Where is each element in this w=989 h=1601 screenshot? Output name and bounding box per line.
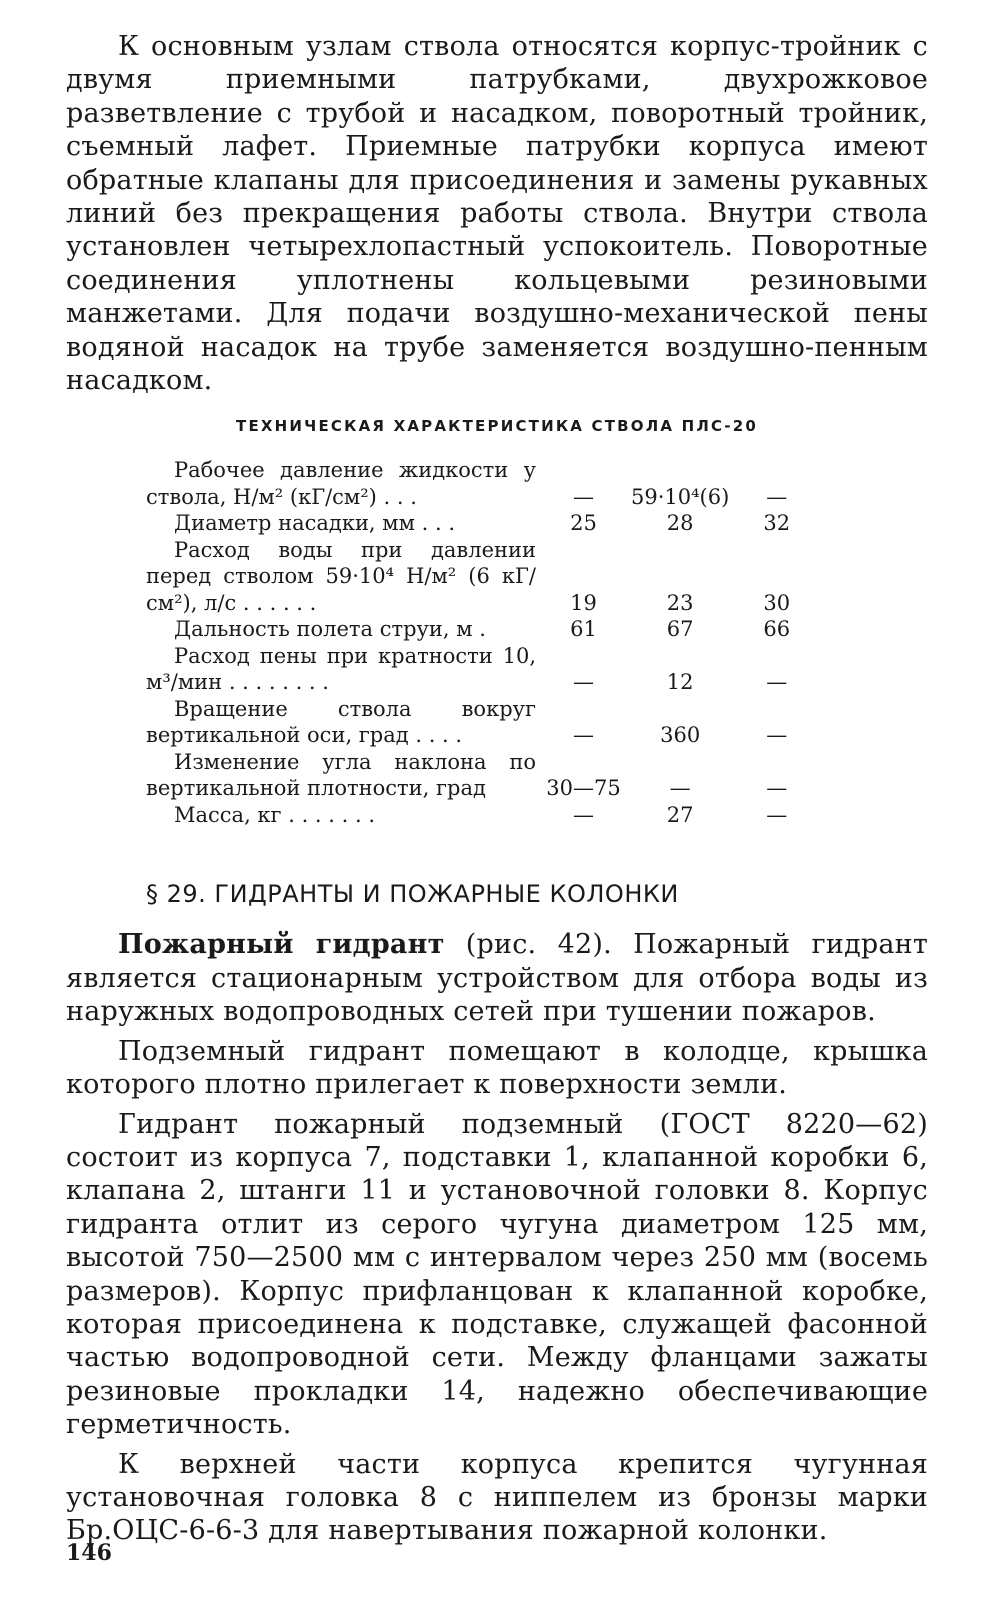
spec-row <box>146 510 824 537</box>
spec-row <box>146 696 824 749</box>
paragraph-hydrant-construction: Гидрант пожарный подземный (ГОСТ 8220—62) состоит из корпуса 7, подставки 1, клапанной коробки 6, клапана 2, штанги 11 и установочной головки 8. Корпус гидранта отлит из серого чугуна диаметром 125 мм, высотой 750—2500 мм с интервалом через 250 мм (восемь размеров). Корпус прифланцован к клапанной коробке, которая присоединена к подставке, служащей фасонной частью водопроводной сети. Между фланцами зажаты резиновые прокладки 14, надежно обеспечивающие герметичность. <box>66 1108 928 1441</box>
spec-value: 66 <box>763 617 791 642</box>
spec-value: 25 <box>570 511 597 536</box>
spec-row <box>146 749 824 802</box>
spec-label: Расход воды при давлении перед стволом 59·10⁴ Н/м² (6 кГ/см²), л/с . . . . . . <box>146 537 536 615</box>
paragraph-hydrant-intro-text: (рис. 42). Пожарный гидрант является стационарным устройством для отбора воды из наружных водопроводных сетей при тушении пожаров. <box>66 929 929 1028</box>
spec-value: 67 <box>666 617 694 642</box>
spec-row <box>146 537 824 617</box>
spec-value: 28 <box>666 511 694 536</box>
spec-value: — <box>766 484 788 509</box>
spec-table <box>146 457 824 828</box>
spec-value: 19 <box>570 590 597 615</box>
spec-row <box>146 457 824 510</box>
spec-label: Дальность полета струи, м . <box>174 617 486 642</box>
spec-row <box>146 802 824 829</box>
section-heading: § 29. ГИДРАНТЫ И ПОЖАРНЫЕ КОЛОНКИ <box>146 880 679 909</box>
spec-label: Изменение угла наклона по вертикальной плотности, град <box>146 749 536 801</box>
spec-label: Расход пены при кратности 10, м³/мин . . . . . . . . <box>146 643 536 695</box>
paragraph-installation-head: К верхней части корпуса крепится чугунная установочная головка 8 с ниппелем из бронзы марки Бр.ОЦС-6-6-3 для навертывания пожарной колонки. <box>66 1448 928 1547</box>
spec-value: — <box>669 776 691 801</box>
spec-value: 32 <box>763 511 791 536</box>
spec-value: — <box>766 802 788 827</box>
spec-value: — <box>573 484 594 509</box>
spec-value: 12 <box>666 670 694 695</box>
spec-label: Диаметр насадки, мм . . . <box>174 511 456 536</box>
page-number: 146 <box>66 1540 112 1566</box>
spec-value: — <box>766 723 788 748</box>
spec-value: — <box>573 723 594 748</box>
spec-value: 59·10⁴(6) <box>631 484 730 509</box>
spec-value: 23 <box>666 590 694 615</box>
spec-value: 360 <box>660 723 701 748</box>
spec-row <box>146 616 824 643</box>
spec-value: 30 <box>763 590 791 615</box>
tech-spec-title: ТЕХНИЧЕСКАЯ ХАРАКТЕРИСТИКА СТВОЛА ПЛС-20 <box>236 417 758 436</box>
spec-value: — <box>766 776 788 801</box>
intro-paragraph: К основным узлам ствола относятся корпус-тройник с двумя приемными патрубками, двухрожковое разветвление с трубой и насадком, поворотный тройник, съемный лафет. Приемные патрубки корпуса имеют обратные клапаны для присоединения и замены рукавных линий без прекращения работы ствола. Внутри ствола установлен четырехлопастный успокоитель. Поворотные соединения уплотнены кольцевыми резиновыми манжетами. Для подачи воздушно-механической пены водяной насадок на трубе заменяется воздушно-пенным насадком. <box>66 31 928 397</box>
paragraph-underground-hydrant: Подземный гидрант помещают в колодце, крышка которого плотно прилегает к поверхности земли. <box>66 1035 928 1101</box>
page-content <box>66 30 928 1548</box>
term-fire-hydrant: Пожарный гидрант <box>118 929 445 961</box>
spec-value: — <box>573 802 594 827</box>
spec-label: Вращение ствола вокруг вертикальной оси, град . . . . <box>146 696 536 748</box>
spec-value: 30—75 <box>546 776 621 801</box>
spec-value: 27 <box>666 802 694 827</box>
spec-label: Рабочее давление жидкости у ствола, Н/м² (кГ/см²) . . . <box>146 458 536 509</box>
spec-value: — <box>766 670 788 695</box>
spec-value: — <box>573 670 594 695</box>
spec-value: 61 <box>570 617 597 642</box>
spec-label: Масса, кг . . . . . . . <box>174 802 375 827</box>
spec-row <box>146 643 824 696</box>
paragraph-hydrant-intro <box>66 928 928 1028</box>
